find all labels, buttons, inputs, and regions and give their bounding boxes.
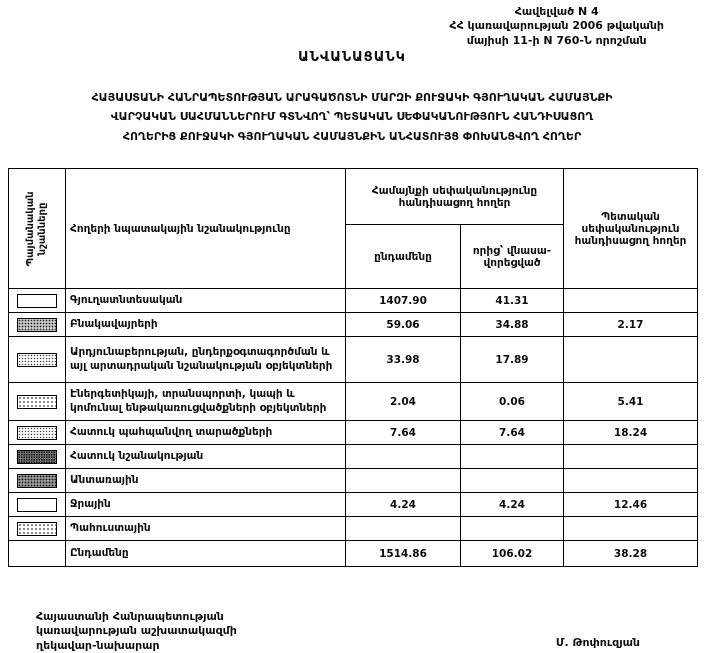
footer-office: [36, 610, 237, 653]
community-total-value: 7.64: [346, 421, 461, 445]
col-header-total: ընդամենը: [346, 225, 461, 289]
table-row: [9, 421, 698, 445]
land-transfer-table: [8, 168, 698, 567]
legend-swatch: [17, 395, 57, 409]
community-total-value: 4.24: [346, 493, 461, 517]
legend-swatch: [17, 294, 57, 308]
of-which-value: 17.89: [461, 337, 564, 383]
community-total-value: 2.04: [346, 383, 461, 421]
state-value: 12.46: [564, 493, 698, 517]
legend-swatch: [17, 522, 57, 536]
state-value: 2.17: [564, 313, 698, 337]
community-total-value: 59.06: [346, 313, 461, 337]
document-subtitle: [6, 88, 698, 146]
legend-swatch: [17, 498, 57, 512]
total-row: [9, 541, 698, 567]
of-which-value: [461, 445, 564, 469]
legend-swatch: [17, 450, 57, 464]
of-which-value: 0.06: [461, 383, 564, 421]
land-category-label: Արդյունաբերության, ընդերքօգտագործման և այլ արտադրական նշանակության օբյեկտների: [66, 337, 346, 383]
community-total-value: [346, 517, 461, 541]
state-value: [564, 337, 698, 383]
of-which-value: 4.24: [461, 493, 564, 517]
land-category-label: Ջրային: [66, 493, 346, 517]
land-category-label: Հատուկ պահպանվող տարածքների: [66, 421, 346, 445]
table-row: [9, 337, 698, 383]
state-value: 5.41: [564, 383, 698, 421]
community-total-value: 1407.90: [346, 289, 461, 313]
col-header-symbols-label: Պայմանական նշանները: [25, 191, 48, 266]
subtitle-line: ՎԱՐՉԱԿԱՆ ՍԱՀՄԱՆՆԵՐՈՒՄ ԳՏՆՎՈՂ՝ ՊԵՏԱԿԱՆ ՍԵՓԱԿԱՆՈՒԹՅՈՒՆ ՀԱՆԴԻՍԱՑՈՂ: [110, 110, 594, 124]
signature-name: Մ. Թոփուզյան: [555, 636, 640, 649]
annex-reference: [449, 5, 664, 48]
table-row: [9, 517, 698, 541]
col-header-purpose: Հողերի նպատակային նշանակությունը: [66, 169, 346, 289]
col-header-community-group: Համայնքի սեփականությունը հանդիսացող հողեր: [346, 169, 564, 225]
state-value: [564, 517, 698, 541]
total-of-which-value: 106.02: [461, 541, 564, 567]
community-total-value: 33.98: [346, 337, 461, 383]
of-which-value: [461, 517, 564, 541]
header-row-group: [9, 169, 698, 225]
footer-office-line: կառավարության աշխատակազմի: [36, 624, 237, 638]
of-which-value: [461, 469, 564, 493]
total-state-value: 38.28: [564, 541, 698, 567]
footer-office-line: Հայաստանի Հանրապետության: [36, 610, 224, 623]
state-value: [564, 469, 698, 493]
annex-line: Հավելված N 4: [514, 5, 599, 18]
legend-swatch: [17, 353, 57, 367]
state-value: [564, 289, 698, 313]
of-which-value: 41.31: [461, 289, 564, 313]
col-header-symbols: [9, 169, 66, 289]
total-community-total-value: 1514.86: [346, 541, 461, 567]
table-row: [9, 383, 698, 421]
table-row: [9, 445, 698, 469]
state-value: [564, 445, 698, 469]
annex-line: մայիսի 11-ի N 760-Ն որոշման: [466, 33, 647, 47]
total-row-symbol-cell: [9, 541, 66, 567]
community-total-value: [346, 469, 461, 493]
table-row: [9, 313, 698, 337]
subtitle-line: ՀԱՅԱՍՏԱՆԻ ՀԱՆՐԱՊԵՏՈՒԹՅԱՆ ԱՐԱԳԱԾՈՏՆԻ ՄԱՐԶԻ ՔՈՒՋԱԿԻ ԳՅՈՒՂԱԿԱՆ ՀԱՄԱՅՆՔԻ: [91, 91, 613, 104]
of-which-value: 7.64: [461, 421, 564, 445]
table-row: [9, 493, 698, 517]
land-category-label: Էներգետիկայի, տրանսպորտի, կապի և կոմունալ ենթակառուցվածքների օբյեկտների: [66, 383, 346, 421]
legend-swatch: [17, 474, 57, 488]
land-category-label: Գյուղատնտեսական: [66, 289, 346, 313]
footer-office-line: ղեկավար-նախարար: [36, 638, 160, 652]
annex-line: ՀՀ կառավարության 2006 թվականի: [449, 19, 664, 33]
land-category-label: Պահուստային: [66, 517, 346, 541]
legend-swatch: [17, 318, 57, 332]
legend-swatch: [17, 426, 57, 440]
land-category-label: Անտառային: [66, 469, 346, 493]
land-category-label: Բնակավայրերի: [66, 313, 346, 337]
of-which-value: 34.88: [461, 313, 564, 337]
community-total-value: [346, 445, 461, 469]
table-row: [9, 469, 698, 493]
col-header-state: Պետական սեփականություն հանդիսացող հողեր: [564, 169, 698, 289]
state-value: 18.24: [564, 421, 698, 445]
total-row-label: Ընդամենը: [66, 541, 346, 567]
subtitle-line: ՀՈՂԵՐԻՑ ՔՈՒՋԱԿԻ ԳՅՈՒՂԱԿԱՆ ՀԱՄԱՅՆՔԻՆ ԱՆՀԱՏՈՒՅՑ ՓՈԽԱՆՑՎՈՂ ՀՈՂԵՐ: [122, 129, 582, 143]
page-title: ԱՆՎԱՆԱՑԱՆԿ: [298, 50, 406, 65]
land-category-label: Հատուկ նշանակության: [66, 445, 346, 469]
col-header-of-which: որից՝ վնասավորեցված: [461, 225, 564, 289]
table-row: [9, 289, 698, 313]
